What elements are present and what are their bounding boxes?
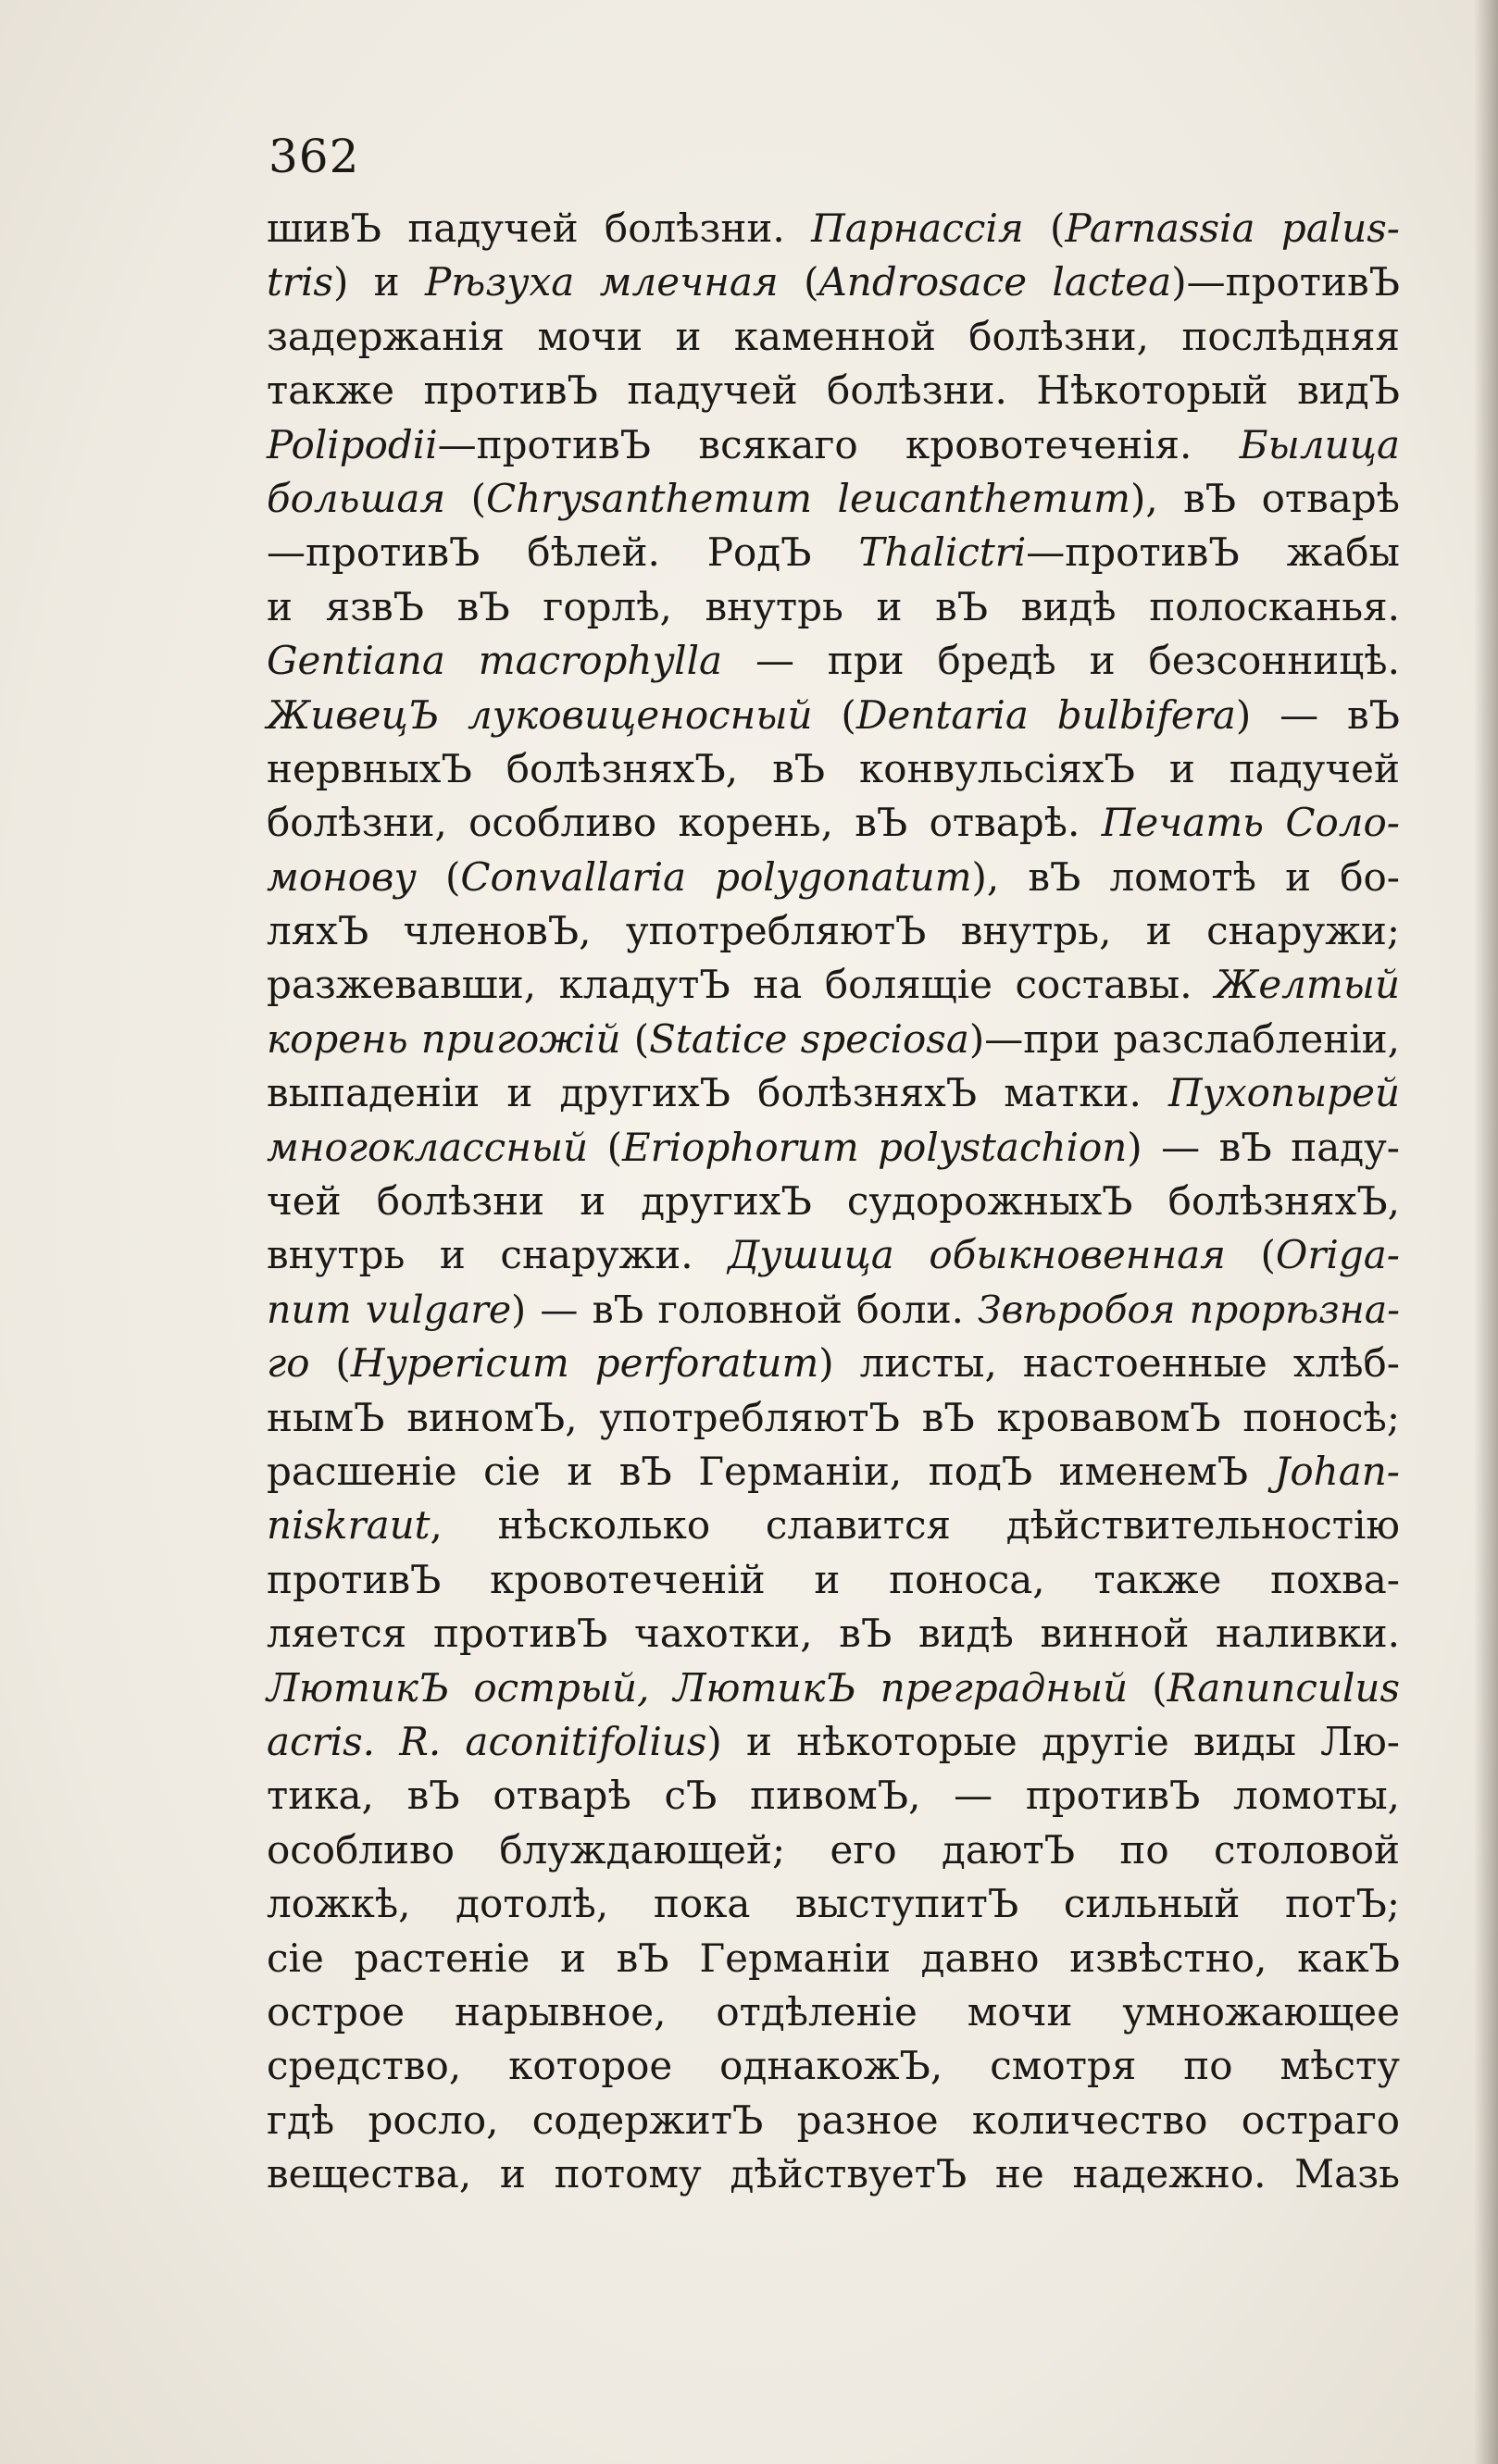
text-segment: задержанія мочи и каменной болѣзни, послѣдняя: [267, 313, 1400, 359]
text-line: [267, 1823, 1400, 1877]
text-line: [267, 1228, 1400, 1282]
italic-text-segment: Convallaria polygonatum: [460, 853, 972, 900]
italic-text-segment: Dentaria bulbifera: [855, 691, 1236, 738]
text-line: [267, 1445, 1400, 1499]
text-line: [267, 1877, 1400, 1931]
text-line: [267, 202, 1400, 255]
italic-text-segment: tris: [267, 259, 333, 305]
text-segment: тика, вЪ отварѣ сЪ пивомЪ, — противЪ ломоты,: [267, 1773, 1400, 1819]
italic-text-segment: Ranunculus: [1167, 1664, 1400, 1711]
page-edge-shadow: [1474, 0, 1498, 2464]
text-segment: особливо блуждающей; его даютЪ по столовой: [267, 1826, 1400, 1873]
italic-text-segment: Eriophorum polystachion: [622, 1124, 1128, 1170]
italic-text-segment: Johan-: [1274, 1448, 1400, 1494]
text-line: [267, 958, 1400, 1012]
text-segment: (: [445, 475, 486, 521]
text-segment: ляется противЪ чахотки, вЪ видѣ винной наливки.: [267, 1611, 1400, 1657]
text-segment: ) и: [332, 259, 426, 305]
text-segment: чей болѣзни и другихЪ судорожныхЪ болѣзняхЪ,: [267, 1178, 1400, 1225]
text-segment: ) — вЪ: [1235, 691, 1400, 738]
text-segment: болѣзни, особливо корень, вЪ отварѣ.: [267, 800, 1102, 846]
text-segment: , нѣсколько славится дѣйствительностію: [430, 1502, 1400, 1549]
italic-text-segment: ЖивецЪ луковиценосный: [267, 691, 813, 738]
text-line: [267, 2094, 1400, 2147]
text-segment: противЪ кровотеченій и поноса, также похва-: [267, 1556, 1400, 1602]
text-segment: ), вЪ ломотѣ и бо-: [971, 853, 1400, 900]
italic-text-segment: Желтый: [1215, 962, 1400, 1008]
text-segment: разжевавши, кладутЪ на болящіе составы.: [267, 962, 1216, 1008]
text-line: [267, 526, 1400, 579]
italic-text-segment: Gentiana macrophylla: [267, 638, 723, 684]
text-line: [267, 1607, 1400, 1661]
text-segment: вещества, и потому дѣйствуетЪ не надежно. Мазь: [267, 2151, 1400, 2197]
italic-text-segment: Печать Соло-: [1101, 800, 1400, 846]
text-line: [267, 742, 1400, 796]
italic-text-segment: Hypericum perforatum: [350, 1340, 819, 1387]
text-line: [267, 1175, 1400, 1228]
text-segment: ) и нѣкоторые другіе виды Лю-: [706, 1718, 1400, 1764]
text-segment: (: [588, 1124, 623, 1170]
text-segment: (: [416, 853, 461, 900]
text-line: [267, 1121, 1400, 1175]
text-line: [267, 851, 1400, 904]
text-segment: расшеніе сіе и вЪ Германіи, подЪ именемЪ: [267, 1448, 1275, 1494]
italic-text-segment: большая: [267, 475, 446, 521]
text-segment: (: [620, 1015, 650, 1062]
italic-text-segment: acris. R. aconitifolius: [267, 1718, 707, 1764]
text-segment: нымЪ виномЪ, употребляютЪ вЪ кровавомЪ поносѣ;: [267, 1394, 1400, 1440]
page-number: 362: [268, 130, 360, 183]
italic-text-segment: Душица обыкновенная: [728, 1232, 1226, 1278]
text-segment: — при бредѣ и безсонницѣ.: [722, 638, 1400, 684]
text-line: [267, 255, 1400, 309]
text-line: [267, 796, 1400, 850]
italic-text-segment: Androsace lactea: [818, 259, 1172, 305]
italic-text-segment: niskraut: [267, 1502, 431, 1549]
text-line: [267, 1553, 1400, 1607]
italic-text-segment: многоклассный: [267, 1124, 589, 1170]
text-line: [267, 689, 1400, 742]
text-line: [267, 418, 1400, 472]
text-line: [267, 310, 1400, 364]
text-segment: средство, которое однакожЪ, смотря по мѣсту: [267, 2043, 1400, 2089]
text-line: [267, 1769, 1400, 1823]
text-segment: )—противЪ: [1171, 259, 1400, 305]
text-line: [267, 472, 1400, 526]
text-segment: сіе растеніе и вЪ Германіи давно извѣстно, какЪ: [267, 1935, 1400, 1981]
body-text: [267, 202, 1400, 2201]
italic-text-segment: Пухопырей: [1167, 1070, 1400, 1116]
text-segment: (: [1023, 205, 1066, 251]
text-line: [267, 364, 1400, 417]
text-segment: —противЪ бѣлей. РодЪ: [267, 529, 859, 576]
text-segment: ) листы, настоенные хлѣб-: [818, 1340, 1400, 1387]
text-line: [267, 1715, 1400, 1769]
text-line: [267, 2039, 1400, 2093]
text-line: [267, 1985, 1400, 2039]
text-segment: (: [309, 1340, 351, 1387]
text-segment: и язвЪ вЪ горлѣ, внутрь и вЪ видѣ полосканья.: [267, 583, 1400, 629]
text-line: [267, 1661, 1400, 1715]
text-line: [267, 1391, 1400, 1445]
text-segment: шивЪ падучей болѣзни.: [267, 205, 812, 251]
italic-text-segment: Statice speciosa: [649, 1015, 969, 1062]
text-segment: ложкѣ, дотолѣ, пока выступитЪ сильный потЪ;: [267, 1881, 1400, 1927]
text-segment: —противЪ всякаго кровотеченія.: [437, 421, 1240, 467]
text-segment: ) — вЪ головной боли.: [511, 1287, 978, 1332]
text-segment: (: [1128, 1664, 1167, 1711]
text-line: [267, 1013, 1400, 1066]
text-segment: нервныхЪ болѣзняхЪ, вЪ конвульсіяхЪ и падучей: [267, 745, 1400, 791]
italic-text-segment: Thalictri: [858, 529, 1027, 576]
italic-text-segment: num vulgare: [267, 1287, 512, 1332]
text-segment: (: [812, 691, 856, 738]
text-segment: ), вЪ отварѣ: [1130, 475, 1400, 521]
text-line: [267, 2147, 1400, 2201]
text-segment: ) — вЪ паду-: [1127, 1124, 1400, 1170]
text-segment: )—при разслабленіи,: [968, 1015, 1400, 1062]
text-segment: выпаденіи и другихЪ болѣзняхЪ матки.: [267, 1070, 1168, 1116]
italic-text-segment: Парнассія: [811, 205, 1024, 251]
text-line: [267, 634, 1400, 688]
italic-text-segment: Polipodii: [267, 421, 438, 467]
italic-text-segment: го: [267, 1340, 310, 1387]
italic-text-segment: Звѣробоя прорѣзна-: [977, 1287, 1400, 1332]
italic-text-segment: Parnassia palus-: [1065, 205, 1400, 251]
text-line: [267, 1499, 1400, 1552]
text-line: [267, 1283, 1400, 1337]
text-line: [267, 580, 1400, 634]
text-line: [267, 904, 1400, 958]
italic-text-segment: Рѣзуха млечная: [425, 259, 779, 305]
text-segment: ляхЪ членовЪ, употребляютЪ внутрь, и снаружи;: [267, 908, 1400, 954]
italic-text-segment: Chrysanthemum leucanthemum: [485, 475, 1130, 521]
text-segment: острое нарывное, отдѣленіе мочи умножающее: [267, 1988, 1400, 2035]
text-segment: внутрь и снаружи.: [267, 1232, 729, 1278]
text-line: [267, 1932, 1400, 1985]
text-line: [267, 1337, 1400, 1390]
text-segment: также противЪ падучей болѣзни. Нѣкоторый видЪ: [267, 367, 1400, 414]
text-segment: гдѣ росло, содержитЪ разное количество остраго: [267, 2097, 1400, 2143]
italic-text-segment: корень пригожій: [267, 1015, 621, 1062]
text-segment: (: [778, 259, 819, 305]
text-segment: (: [1225, 1232, 1276, 1278]
text-line: [267, 1066, 1400, 1120]
italic-text-segment: Былица: [1239, 421, 1400, 467]
italic-text-segment: монову: [267, 853, 417, 900]
italic-text-segment: Origa-: [1275, 1232, 1400, 1278]
italic-text-segment: ЛютикЪ острый, ЛютикЪ преградный: [267, 1664, 1129, 1711]
text-segment: —противЪ жабы: [1026, 529, 1400, 576]
